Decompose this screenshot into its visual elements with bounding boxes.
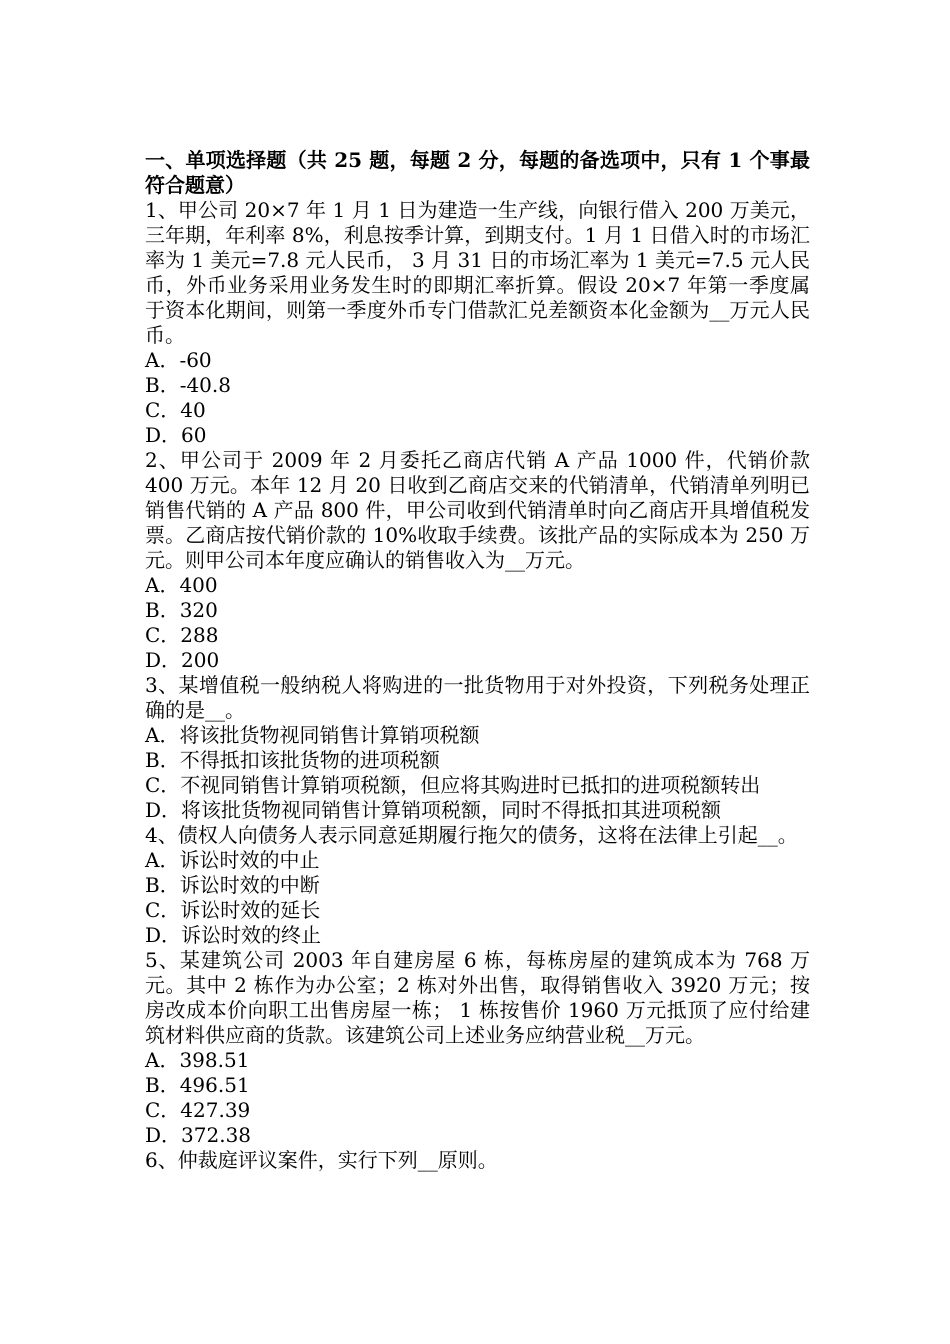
- option-c: C．诉讼时效的延长: [145, 898, 321, 922]
- option-b: B．320: [145, 598, 218, 622]
- document-page: [145, 148, 810, 1173]
- question-text: 2、甲公司于 2009 年 2 月委托乙商店代销 A 产品 1000 件，代销价款 400 万元。本年 12 月 20 日收到乙商店交来的代销清单，代销清单列明已销售代销的 A 产品 800 件，甲公司收到代销清单时向乙商店开具增值税发票。乙商店按代销价款的 10%收取手续费。该批产品的实际成本为 250 万元。则甲公司本年度应确认的销售收入为__万元。: [145, 448, 810, 572]
- section-heading: 一、单项选择题（共 25 题，每题 2 分，每题的备选项中，只有 1 个事最符合题意）: [145, 148, 810, 197]
- option-c: C．不视同销售计算销项税额，但应将其购进时已抵扣的进项税额转出: [145, 773, 761, 797]
- option-d: D．将该批货物视同销售计算销项税额，同时不得抵扣其进项税额: [145, 798, 722, 822]
- option-b: B．496.51: [145, 1073, 250, 1097]
- option-b: B．诉讼时效的中断: [145, 873, 320, 897]
- option-a: A．400: [145, 573, 218, 597]
- question-2: [145, 448, 810, 673]
- option-c: C．427.39: [145, 1098, 251, 1122]
- option-d: D．200: [145, 648, 220, 672]
- option-c: C．40: [145, 398, 206, 422]
- option-d: D．诉讼时效的终止: [145, 923, 322, 947]
- option-a: A．398.51: [145, 1048, 250, 1072]
- question-1: [145, 198, 810, 448]
- question-5: [145, 948, 810, 1148]
- question-text: 1、甲公司 20×7 年 1 月 1 日为建造一生产线，向银行借入 200 万美元，三年期，年利率 8%，利息按季计算，到期支付。1 月 1 日借入时的市场汇率为 1 美元=7.8 元人民币， 3 月 31 日的市场汇率为 1 美元=7.5 元人民币，外币业务采用业务发生时的即期汇率折算。假设 20×7 年第一季度属于资本化期间，则第一季度外币专门借款汇兑差额资本化金额为__万元人民币。: [145, 198, 810, 347]
- question-4: [145, 823, 810, 948]
- option-d: D．372.38: [145, 1123, 252, 1147]
- question-text: 3、某增值税一般纳税人将购进的一批货物用于对外投资，下列税务处理正确的是__。: [145, 673, 810, 722]
- question-text: 5、某建筑公司 2003 年自建房屋 6 栋，每栋房屋的建筑成本为 768 万元。其中 2 栋作为办公室；2 栋对外出售，取得销售收入 3920 万元；按房改成本价向职工出售房屋一栋； 1 栋按售价 1960 万元抵顶了应付给建筑材料供应商的货款。该建筑公司上述业务应纳营业税__万元。: [145, 948, 810, 1047]
- question-text: 4、债权人向债务人表示同意延期履行拖欠的债务，这将在法律上引起__。: [145, 823, 798, 847]
- option-a: A．-60: [145, 348, 212, 372]
- option-a: A．诉讼时效的中止: [145, 848, 320, 872]
- option-a: A．将该批货物视同销售计算销项税额: [145, 723, 480, 747]
- option-b: B．-40.8: [145, 373, 231, 397]
- option-d: D．60: [145, 423, 207, 447]
- question-text: 6、仲裁庭评议案件，实行下列__原则。: [145, 1148, 498, 1172]
- option-c: C．288: [145, 623, 219, 647]
- option-b: B．不得抵扣该批货物的进项税额: [145, 748, 440, 772]
- question-6: [145, 1148, 810, 1173]
- question-3: [145, 673, 810, 823]
